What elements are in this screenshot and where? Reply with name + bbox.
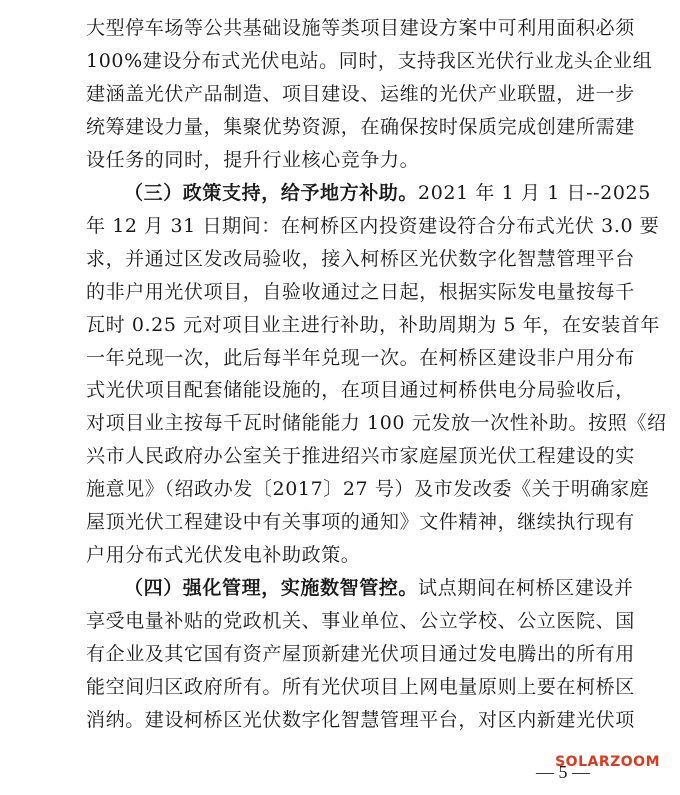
body-line: 有企业及其它国有资产屋顶新建光伏项目通过发电腾出的所有用 [86, 643, 635, 665]
body-line: 大型停车场等公共基础设施等类项目建设方案中可利用面积必须 [86, 17, 635, 39]
body-line: 建涵盖光伏产品制造、项目建设、运维的光伏产业联盟，进一步 [86, 83, 635, 105]
body-line: 兴市人民政府办公室关于推进绍兴市家庭屋顶光伏工程建设的实 [86, 445, 635, 467]
section-4-first-line-rest: 试点期间在柯桥区建设并 [418, 577, 634, 599]
page-number: — 5 — [536, 762, 590, 782]
body-line: 式光伏项目配套储能设施的，在项目通过柯桥供电分局验收后， [86, 379, 635, 401]
body-line: 年 12 月 31 日期间：在柯桥区内投资建设符合分布式光伏 3.0 要 [86, 215, 660, 237]
body-line: 100%建设分布式光伏电站。同时，支持我区光伏行业龙头企业组 [86, 50, 653, 72]
body-line: 屋顶光伏工程建设中有关事项的通知》文件精神，继续执行现有 [86, 511, 635, 533]
body-line: 求，并通过区发改局验收，接入柯桥区光伏数字化智慧管理平台 [86, 248, 635, 270]
section-4-heading: （四）强化管理，实施数智管控。 [124, 577, 419, 599]
body-line: 瓦时 0.25 元对项目业主进行补助，补助周期为 5 年，在安装首年 [86, 314, 660, 336]
body-line: 一年兑现一次，此后每半年兑现一次。在柯桥区建设非户用分布 [86, 347, 635, 369]
body-line: 统筹建设力量，集聚优势资源，在确保按时保质完成创建所需建 [86, 116, 635, 138]
body-line: 施意见》（绍政办发〔2017〕27 号）及市发改委《关于明确家庭 [86, 478, 650, 500]
body-line: 对项目业主按每千瓦时储能能力 100 元发放一次性补助。按照《绍 [86, 412, 667, 434]
body-line: 的非户用光伏项目，自验收通过之日起，根据实际发电量按每千 [86, 281, 635, 303]
solarzoom-watermark: SOLARZOOM [555, 754, 660, 770]
body-line: 能空间归区政府所有。所有光伏项目上网电量原则上要在柯桥区 [86, 676, 635, 698]
section-3-heading: （三）政策支持，给予地方补助。 [124, 182, 419, 204]
section-3-first-line-rest: 2021 年 1 月 1 日--2025 [418, 182, 651, 204]
body-line: 户用分布式光伏发电补助政策。 [86, 544, 361, 566]
body-line: 消纳。建设柯桥区光伏数字化智慧管理平台，对区内新建光伏项 [86, 709, 635, 731]
body-line: 享受电量补贴的党政机关、事业单位、公立学校、公立医院、国 [86, 610, 635, 632]
body-line: 设任务的同时，提升行业核心竞争力。 [86, 149, 420, 171]
